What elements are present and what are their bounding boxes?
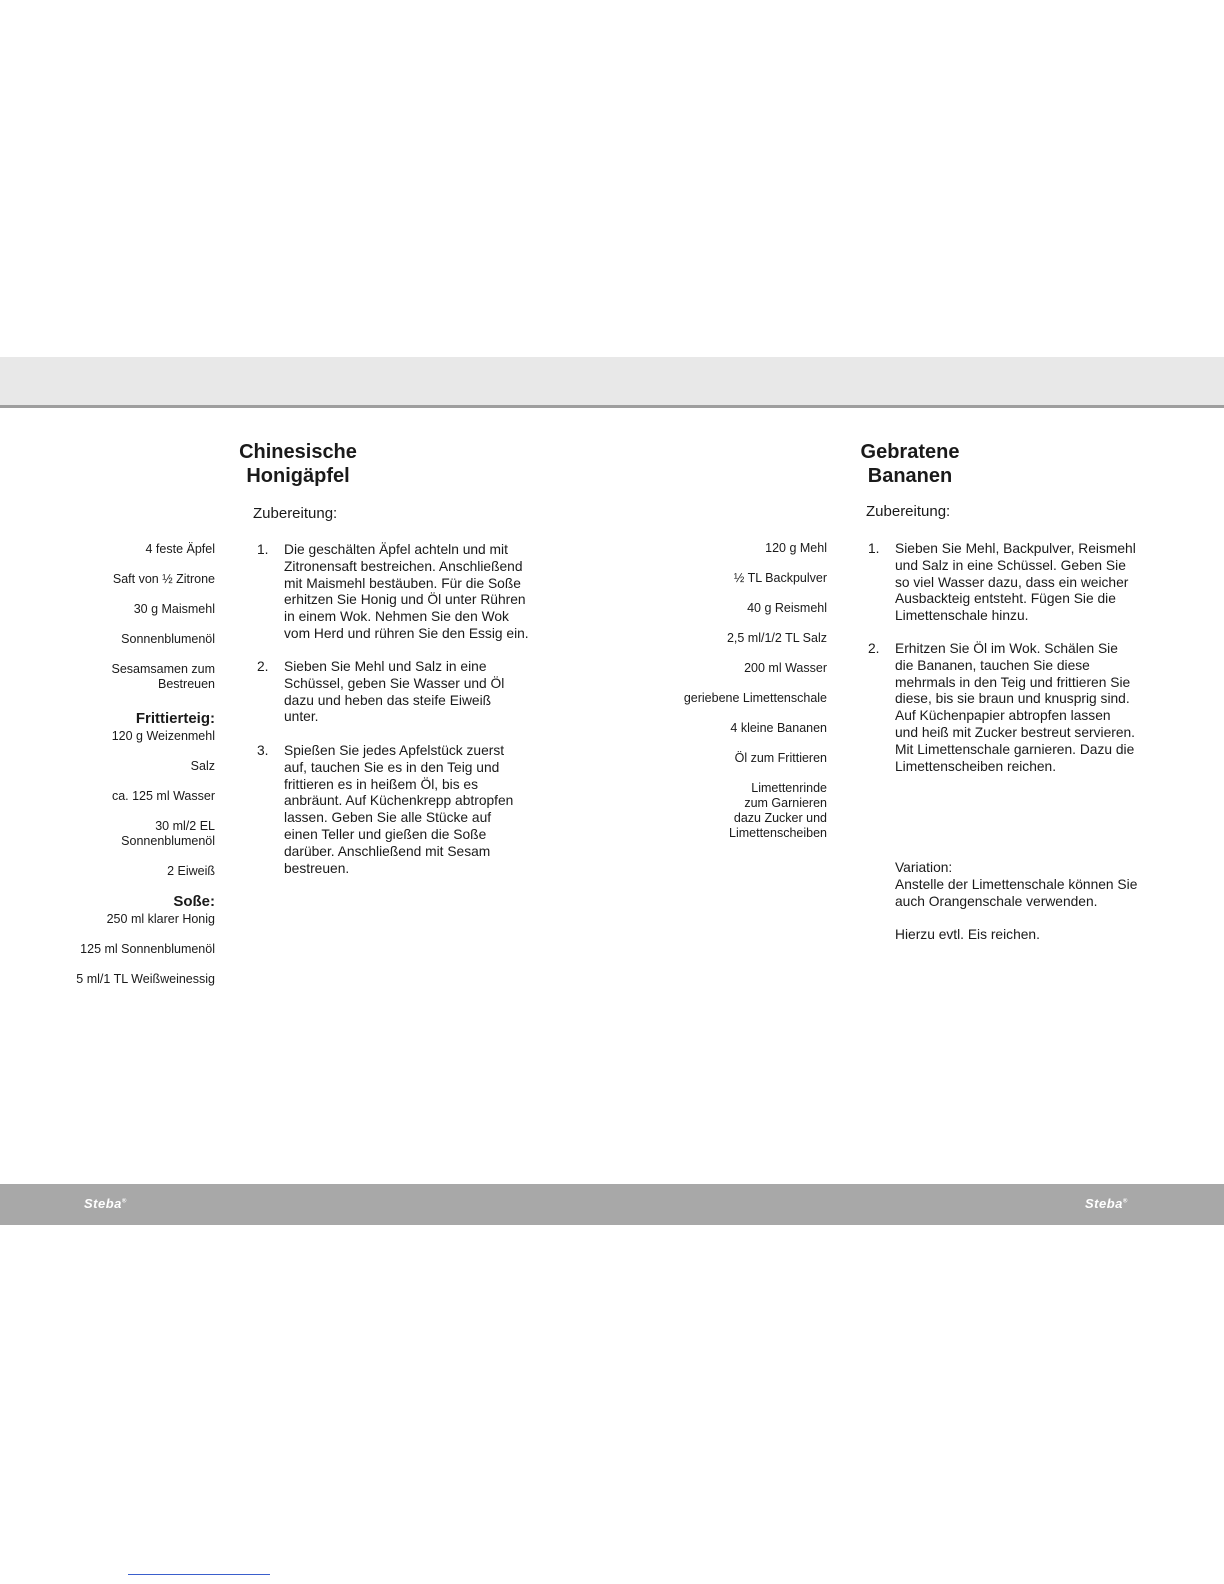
- step-number: 2.: [257, 659, 269, 674]
- step-line: vom Herd und rühren Sie den Essig ein.: [284, 625, 529, 641]
- step-line: diese, bis sie braun und knusprig sind.: [895, 691, 1130, 707]
- title-line: Chinesische: [239, 441, 357, 463]
- ingredient-item: 40 g Reismehl: [747, 601, 827, 615]
- step-line: Spießen Sie jedes Apfelstück zuerst: [284, 743, 505, 758]
- title-line: Honigäpfel: [246, 465, 350, 487]
- step-text: [284, 542, 529, 643]
- variation-label: Variation:: [895, 860, 953, 875]
- ingredient-item: Sesamsamen zum: [111, 662, 215, 676]
- ingredient-item: 120 g Weizenmehl: [111, 729, 215, 743]
- variation-line: Anstelle der Limettenschale können Sie: [895, 876, 1138, 892]
- ingredient-item: 5 ml/1 TL Weißweinessig: [76, 972, 215, 986]
- ingredient-item: 200 ml Wasser: [744, 661, 827, 675]
- section-heading-sosse: Soße:: [173, 893, 215, 910]
- ingredient-item: 2,5 ml/1/2 TL Salz: [726, 631, 827, 645]
- step-line: dazu und heben das steife Eiweiß: [284, 692, 492, 708]
- step-line: anbräunt. Auf Küchenkrepp abtropfen: [284, 793, 514, 809]
- steba-logo: [1085, 1196, 1128, 1211]
- step-line: so viel Wasser dazu, dass ein weicher: [895, 574, 1129, 590]
- logo-mark: ®: [1122, 1198, 1128, 1205]
- step-line: frittieren es in heißem Öl, bis es: [284, 776, 478, 792]
- step-line: Sieben Sie Mehl und Salz in eine: [284, 659, 487, 674]
- step-line: und Salz in eine Schüssel. Geben Sie: [895, 557, 1126, 573]
- step-number: 1.: [868, 541, 880, 556]
- ingredient-item: ½ TL Backpulver: [733, 571, 827, 585]
- step-line: Die geschälten Äpfel achteln und mit: [284, 542, 508, 557]
- ingredient-item: Saft von ½ Zitrone: [112, 572, 215, 586]
- ingredient-item: 2 Eiweiß: [167, 864, 215, 878]
- step-line: die Bananen, tauchen Sie diese: [895, 657, 1090, 673]
- step-number: 2.: [868, 641, 880, 656]
- step-text: [284, 659, 504, 726]
- step-line: Ausbackteig entsteht. Fügen Sie die: [895, 591, 1116, 607]
- step-line: in einem Wok. Nehmen Sie den Wok: [284, 609, 509, 625]
- step-line: Limettenschale hinzu.: [895, 608, 1029, 624]
- prep-heading-left: Zubereitung:: [253, 505, 338, 522]
- ingredient-item: Sonnenblumenöl: [121, 632, 215, 646]
- ingredient-item: Bestreuen: [158, 677, 215, 691]
- ingredient-item: dazu Zucker und: [733, 811, 827, 825]
- step-line: Mit Limettenschale garnieren. Dazu die: [895, 741, 1135, 757]
- ingredient-item: geriebene Limettenschale: [683, 691, 827, 705]
- variation-line: auch Orangenschale verwenden.: [895, 893, 1098, 909]
- step-line: mit Maismehl bestäuben. Für die Soße: [284, 575, 521, 591]
- ingredient-item: Limettenscheiben: [729, 826, 827, 840]
- ingredient-item: zum Garnieren: [744, 796, 827, 810]
- ingredient-item: 30 ml/2 EL: [155, 819, 215, 833]
- recipe-title-right: [840, 440, 980, 488]
- logo-text: Steba: [84, 1196, 122, 1211]
- logo-text: Steba: [1085, 1196, 1123, 1211]
- title-line: Gebratene: [860, 441, 960, 463]
- variation-block: [895, 860, 1195, 910]
- step-line: einen Teller und gießen die Soße: [284, 826, 487, 842]
- ingredient-item: Salz: [190, 759, 215, 773]
- step-line: lassen. Geben Sie alle Stücke auf: [284, 810, 492, 826]
- step-line: Limettenscheiben reichen.: [895, 758, 1057, 774]
- step-line: Erhitzen Sie Öl im Wok. Schälen Sie: [895, 641, 1118, 656]
- step-line: Schüssel, geben Sie Wasser und Öl: [284, 675, 505, 691]
- section-heading-frittierteig: Frittierteig:: [135, 710, 215, 727]
- ingredient-item: 4 kleine Bananen: [730, 721, 827, 735]
- step-line: erhitzen Sie Honig und Öl unter Rühren: [284, 592, 526, 608]
- step-line: Zitronensaft bestreichen. Anschließend: [284, 558, 523, 574]
- ingredient-item: 125 ml Sonnenblumenöl: [80, 942, 215, 956]
- step-line: bestreuen.: [284, 860, 350, 876]
- ingredient-item: Öl zum Frittieren: [734, 751, 827, 765]
- step-line: mehrmals in den Teig und frittieren Sie: [895, 674, 1131, 690]
- step-line: auf, tauchen Sie es in den Teig und: [284, 759, 500, 775]
- step-line: Sieben Sie Mehl, Backpulver, Reismehl: [895, 541, 1136, 556]
- ingredient-item: 250 ml klarer Honig: [106, 912, 215, 926]
- title-line: Bananen: [867, 465, 953, 487]
- ingredient-item: Sonnenblumenöl: [121, 834, 215, 848]
- ingredient-item: Limettenrinde: [751, 781, 827, 795]
- step-line: Auf Küchenpapier abtropfen lassen: [895, 708, 1111, 724]
- prep-heading-right: Zubereitung:: [866, 503, 951, 520]
- recipe-title-left: [228, 440, 368, 488]
- step-text: [284, 743, 513, 877]
- logo-mark: ®: [121, 1198, 127, 1205]
- ingredient-item: 4 feste Äpfel: [145, 542, 215, 556]
- steba-logo: [84, 1196, 127, 1211]
- step-text: [895, 541, 1136, 625]
- ingredient-item: 30 g Maismehl: [133, 602, 215, 616]
- step-line: und heiß mit Zucker bestreut servieren.: [895, 724, 1136, 740]
- step-number: 1.: [257, 542, 269, 557]
- step-number: 3.: [257, 743, 269, 758]
- step-text: [895, 641, 1135, 775]
- serving-note: Hierzu evtl. Eis reichen.: [895, 927, 1040, 942]
- divider-line: [128, 1574, 270, 1575]
- step-line: unter.: [284, 709, 319, 725]
- ingredient-item: 120 g Mehl: [765, 541, 827, 555]
- footer-band: [0, 1184, 1224, 1225]
- ingredient-item: ca. 125 ml Wasser: [111, 789, 215, 803]
- header-band: [0, 357, 1224, 408]
- step-line: darüber. Anschließend mit Sesam: [284, 843, 491, 859]
